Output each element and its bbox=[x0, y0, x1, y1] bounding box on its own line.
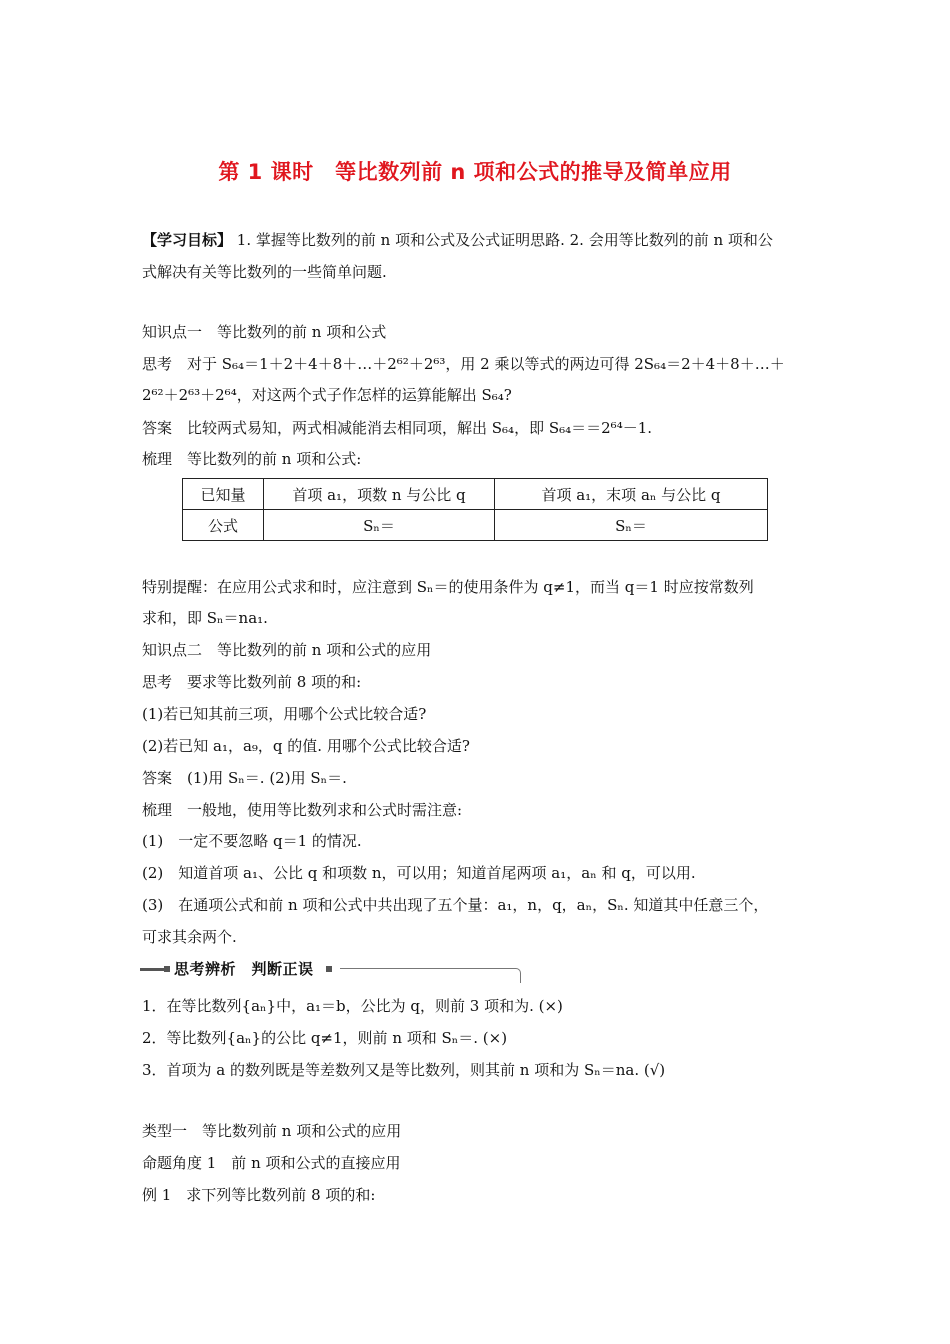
page-title: 第 1 课时 等比数列前 n 项和公式的推导及简单应用 bbox=[218, 160, 732, 184]
paragraph: 思考 对于 S₆₄＝1＋2＋4＋8＋…＋2⁶²＋2⁶³，用 2 乘以等式的两边可得 2S₆₄＝2＋4＋8＋…＋ bbox=[142, 355, 785, 373]
list-item: 3．首项为 a 的数列既是等差数列又是等比数列，则其前 n 项和为 Sₙ＝na. (√) bbox=[142, 1061, 666, 1079]
paragraph: 命题角度 1 前 n 项和公式的直接应用 bbox=[142, 1154, 401, 1172]
learning-goals-label: 【学习目标】 bbox=[142, 231, 233, 249]
answer-text: 答案 比较两式易知，两式相减能消去相同项，解出 S₆₄，即 S₆₄＝＝2⁶⁴－1. bbox=[142, 419, 653, 437]
learning-goals-line2: 式解决有关等比数列的一些简单问题. bbox=[142, 263, 387, 281]
summary-text: 梳理 等比数列的前 n 项和公式: bbox=[142, 450, 362, 468]
paragraph: 例 1 求下列等比数列前 8 项的和: bbox=[142, 1186, 376, 1204]
paragraph: 2⁶²＋2⁶³＋2⁶⁴，对这两个式子作怎样的运算能解出 S₆₄? bbox=[142, 386, 512, 404]
section-heading: 知识点一 等比数列的前 n 项和公式 bbox=[142, 323, 387, 341]
section-heading: 知识点二 等比数列的前 n 项和公式的应用 bbox=[142, 641, 432, 659]
section-heading: 类型一 等比数列前 n 项和公式的应用 bbox=[142, 1122, 402, 1140]
banner-label: 思考辨析 判断正误 bbox=[174, 960, 314, 978]
table-cell: 首项 a₁，项数 n 与公比 q bbox=[264, 479, 495, 510]
table-cell: Sₙ＝ bbox=[264, 510, 495, 541]
table-row bbox=[183, 510, 768, 541]
learning-goals-text: 1. 掌握等比数列的前 n 项和公式及公式证明思路. 2. 会用等比数列的前 n 项和公 bbox=[236, 231, 773, 249]
paragraph: (1)若已知其前三项，用哪个公式比较合适? bbox=[142, 705, 427, 723]
section-banner bbox=[140, 956, 520, 984]
paragraph: 特别提醒：在应用公式求和时，应注意到 Sₙ＝的使用条件为 q≠1，而当 q＝1 时应按常数列 bbox=[142, 578, 754, 596]
paragraph: (3) 在通项公式和前 n 项和公式中共出现了五个量：a₁，n，q，aₙ，Sₙ. 知道其中任意三个， bbox=[142, 896, 769, 914]
paragraph: 可求其余两个. bbox=[142, 928, 237, 946]
summary-text: 梳理 一般地，使用等比数列求和公式时需注意: bbox=[142, 801, 463, 819]
formula-table bbox=[182, 478, 768, 541]
table-cell: 首项 a₁，末项 aₙ 与公比 q bbox=[495, 479, 768, 510]
learning-goals-line1 bbox=[142, 230, 822, 250]
table-cell: Sₙ＝ bbox=[495, 510, 768, 541]
table-cell: 公式 bbox=[183, 510, 264, 541]
paragraph: 思考 要求等比数列前 8 项的和: bbox=[142, 673, 362, 691]
list-item: 2．等比数列{aₙ}的公比 q≠1，则前 n 项和 Sₙ＝. (×) bbox=[142, 1029, 508, 1047]
list-item: 1．在等比数列{aₙ}中，a₁＝b，公比为 q，则前 3 项和为. (×) bbox=[142, 997, 563, 1015]
table-row bbox=[183, 479, 768, 510]
answer-text: 答案 (1)用 Sₙ＝. (2)用 Sₙ＝. bbox=[142, 769, 347, 787]
table-cell: 已知量 bbox=[183, 479, 264, 510]
paragraph: (2)若已知 a₁，a₉，q 的值. 用哪个公式比较合适? bbox=[142, 737, 470, 755]
paragraph: 求和，即 Sₙ＝na₁. bbox=[142, 609, 268, 627]
paragraph: (2) 知道首项 a₁、公比 q 和项数 n，可以用；知道首尾两项 a₁，aₙ 和 q，可以用. bbox=[142, 864, 696, 882]
paragraph: (1) 一定不要忽略 q＝1 的情况. bbox=[142, 832, 362, 850]
